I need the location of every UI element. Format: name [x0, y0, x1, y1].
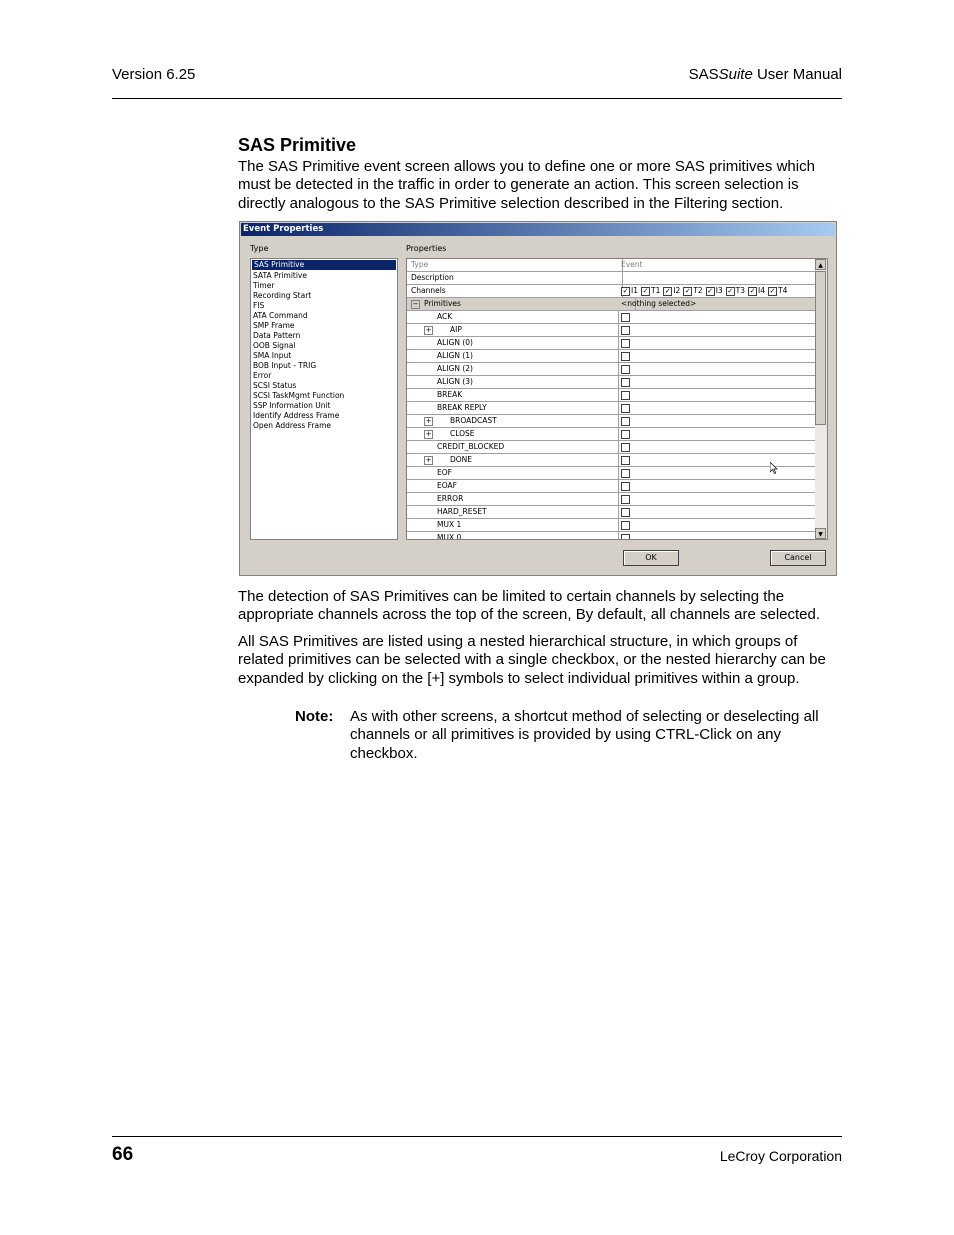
section-title: SAS Primitive — [238, 135, 357, 155]
scroll-thumb[interactable] — [815, 271, 826, 425]
primitive-label: ALIGN (1) — [437, 351, 473, 360]
primitive-checkbox[interactable] — [621, 313, 630, 322]
primitive-row — [407, 376, 815, 389]
channel-label: I3 — [715, 286, 723, 295]
primitive-name-cell — [407, 506, 619, 518]
primitive-label: ALIGN (0) — [437, 338, 473, 347]
primitive-name-cell — [407, 428, 619, 440]
type-list-item[interactable]: BOB Input - TRIG — [253, 361, 317, 370]
primitive-label: CLOSE — [450, 429, 475, 438]
channels-paragraph: The detection of SAS Primitives can be limited to certain channels by selecting the appropriate channels across the top of the screen, By default, all channels are selected. — [238, 588, 821, 624]
header-rule — [112, 98, 842, 99]
primitive-label: BROADCAST — [450, 416, 497, 425]
properties-scrollbar[interactable] — [815, 259, 827, 539]
type-list[interactable] — [250, 258, 398, 540]
note-label: Note: — [295, 708, 334, 725]
primitive-checkbox[interactable] — [621, 443, 630, 452]
mouse-cursor-icon — [770, 462, 778, 474]
channel-checkbox[interactable]: ✓ — [684, 286, 691, 295]
primitive-row — [407, 402, 815, 415]
prop-row-type — [407, 259, 815, 272]
primitive-row — [407, 311, 815, 324]
prop-row-channels — [407, 285, 815, 298]
cancel-button[interactable]: Cancel — [770, 550, 826, 566]
channel-checkbox[interactable]: ✓ — [769, 286, 776, 295]
primitives-label: Primitives — [424, 299, 461, 308]
type-list-item[interactable]: Timer — [253, 281, 275, 290]
intro-paragraph: The SAS Primitive event screen allows you to define one or more SAS primitives which must be detected in the traffic in order to generate an action. This screen selection is directly analogous to the SAS Primitive selection described in the Filtering section. — [238, 158, 815, 212]
primitive-label: ALIGN (3) — [437, 377, 473, 386]
primitive-checkbox[interactable] — [621, 482, 630, 491]
primitive-row — [407, 532, 815, 540]
primitive-name-cell — [407, 376, 619, 388]
primitive-label: EOAF — [437, 481, 457, 490]
prop-row-primitives — [407, 298, 815, 311]
primitive-checkbox[interactable] — [621, 352, 630, 361]
primitive-name-cell — [407, 415, 619, 427]
footer-company: LeCroy Corporation — [719, 1148, 842, 1164]
primitive-name-cell — [407, 389, 619, 401]
channel-label: T4 — [778, 286, 788, 295]
primitive-name-cell — [407, 480, 619, 492]
type-list-item[interactable]: SATA Primitive — [253, 271, 307, 280]
type-list-item[interactable]: ATA Command — [253, 311, 308, 320]
channel-label: I1 — [631, 286, 638, 295]
primitive-label: MUX 1 — [437, 520, 462, 529]
primitive-name-cell — [407, 402, 619, 414]
type-list-item[interactable]: SMP Frame — [253, 321, 295, 330]
channel-label: I2 — [673, 286, 681, 295]
properties-grid — [406, 258, 828, 540]
channel-label: I4 — [758, 286, 766, 295]
primitive-label: AIP — [450, 325, 462, 334]
ok-button[interactable]: OK — [623, 550, 679, 566]
primitive-checkbox[interactable] — [621, 521, 630, 530]
note-text: As with other screens, a shortcut method of selecting or deselecting all channels or all primitives is provided by using CTRL-Click on any checkbox. — [350, 708, 819, 762]
primitive-name-cell — [407, 350, 619, 362]
primitive-name-cell — [407, 467, 619, 479]
primitive-checkbox[interactable] — [621, 417, 630, 426]
prop-type-name: Type — [407, 259, 623, 271]
primitive-label: ALIGN (2) — [437, 364, 473, 373]
scroll-down-icon[interactable]: ▼ — [815, 528, 826, 539]
primitive-checkbox[interactable] — [621, 378, 630, 387]
dialog-title-bar: Event Properties — [241, 223, 835, 236]
channel-label: T3 — [735, 286, 746, 295]
primitive-checkbox[interactable] — [621, 495, 630, 504]
channel-checkbox[interactable]: ✓ — [622, 286, 629, 295]
primitive-row — [407, 441, 815, 454]
channel-checkboxes — [621, 285, 787, 297]
primitive-row — [407, 428, 815, 441]
primitive-row — [407, 389, 815, 402]
primitive-row — [407, 519, 815, 532]
hierarchy-paragraph: All SAS Primitives are listed using a nested hierarchical structure, in which groups of related primitives can be selected with a single checkbox, or the nested hierarchy can be expanded by clicking on the [+] symbols to select individual primitives within a group. — [238, 633, 826, 687]
primitive-row — [407, 506, 815, 519]
primitive-label: CREDIT_BLOCKED — [437, 442, 505, 451]
primitive-name-cell — [407, 337, 619, 349]
primitive-checkbox[interactable] — [621, 469, 630, 478]
primitive-checkbox[interactable] — [621, 534, 630, 541]
type-list-item[interactable]: SSP Information Unit — [253, 401, 331, 410]
primitive-row — [407, 363, 815, 376]
primitive-row — [407, 350, 815, 363]
prop-description-name: Description — [407, 272, 623, 284]
primitive-name-cell — [407, 519, 619, 531]
primitive-checkbox[interactable] — [621, 456, 630, 465]
primitive-name-cell — [407, 324, 619, 336]
prop-channels-name: Channels — [407, 285, 623, 297]
type-list-item[interactable]: SAS Primitive — [252, 260, 396, 270]
page-number: 66 — [112, 1144, 134, 1165]
primitive-label: DONE — [450, 455, 473, 464]
manual-italic: Suite — [718, 66, 753, 83]
prop-primitives-name — [407, 298, 636, 310]
primitive-row — [407, 467, 815, 480]
channel-label: T1 — [650, 286, 661, 295]
primitives-value: <nothing selected> — [621, 299, 697, 308]
primitive-checkbox[interactable] — [621, 339, 630, 348]
primitive-name-cell — [407, 493, 619, 505]
type-list-item[interactable]: Data Pattern — [253, 331, 301, 340]
prop-row-description — [407, 272, 815, 285]
type-list-item[interactable]: SCSI TaskMgmt Function — [253, 391, 345, 400]
primitive-checkbox[interactable] — [621, 326, 630, 335]
expand-icon[interactable]: + — [425, 326, 432, 334]
header-manual-title — [689, 66, 842, 83]
primitive-name-cell — [407, 311, 619, 323]
type-list-item[interactable]: SMA Input — [253, 351, 292, 360]
primitive-label: EOF — [437, 468, 452, 477]
type-list-item[interactable]: Identify Address Frame — [253, 411, 340, 420]
properties-label: Properties — [406, 244, 447, 253]
primitive-label: ACK — [437, 312, 453, 321]
primitive-checkbox[interactable] — [621, 430, 630, 439]
header-version: Version 6.25 — [112, 66, 196, 83]
primitive-row — [407, 324, 815, 337]
prop-type-value: Event — [621, 260, 643, 269]
primitive-checkbox[interactable] — [621, 365, 630, 374]
primitive-name-cell — [407, 363, 619, 375]
type-list-item[interactable]: OOB Signal — [253, 341, 296, 350]
scroll-up-icon[interactable]: ▲ — [815, 259, 826, 270]
primitive-name-cell — [407, 441, 619, 453]
type-label: Type — [250, 244, 269, 253]
primitive-row — [407, 480, 815, 493]
primitive-label: BREAK — [437, 390, 463, 399]
collapse-icon[interactable]: − — [412, 300, 419, 308]
primitive-row — [407, 415, 815, 428]
channel-label: T2 — [693, 286, 703, 295]
type-list-item[interactable]: Error — [253, 371, 272, 380]
type-list-item[interactable]: SCSI Status — [253, 381, 297, 390]
type-list-item[interactable]: Recording Start — [253, 291, 312, 300]
expand-icon[interactable]: + — [425, 430, 432, 438]
primitive-row — [407, 454, 815, 467]
primitive-checkbox[interactable] — [621, 404, 630, 413]
manual-prefix: SAS — [688, 66, 719, 83]
footer-rule — [112, 1136, 842, 1137]
manual-suffix: User Manual — [752, 66, 842, 83]
primitive-name-cell — [407, 454, 619, 466]
primitive-name-cell — [407, 532, 619, 540]
primitive-checkbox[interactable] — [621, 391, 630, 400]
channel-checkbox[interactable]: ✓ — [664, 286, 671, 295]
primitive-row — [407, 337, 815, 350]
channel-checkbox[interactable]: ✓ — [642, 286, 649, 295]
primitive-checkbox[interactable] — [621, 508, 630, 517]
channel-checkbox[interactable]: ✓ — [749, 286, 756, 295]
primitive-label: MUX 0 — [437, 533, 462, 540]
event-properties-dialog — [239, 221, 837, 576]
primitive-label: ERROR — [437, 494, 464, 503]
expand-icon[interactable]: + — [425, 456, 432, 464]
expand-icon[interactable]: + — [425, 417, 432, 425]
primitive-label: HARD_RESET — [437, 507, 487, 516]
primitive-row — [407, 493, 815, 506]
type-list-item[interactable]: Open Address Frame — [253, 421, 332, 430]
primitive-label: BREAK REPLY — [437, 403, 487, 412]
channel-checkbox[interactable]: ✓ — [707, 286, 714, 295]
type-list-item[interactable]: FIS — [253, 301, 265, 310]
channel-checkbox[interactable]: ✓ — [727, 286, 734, 295]
